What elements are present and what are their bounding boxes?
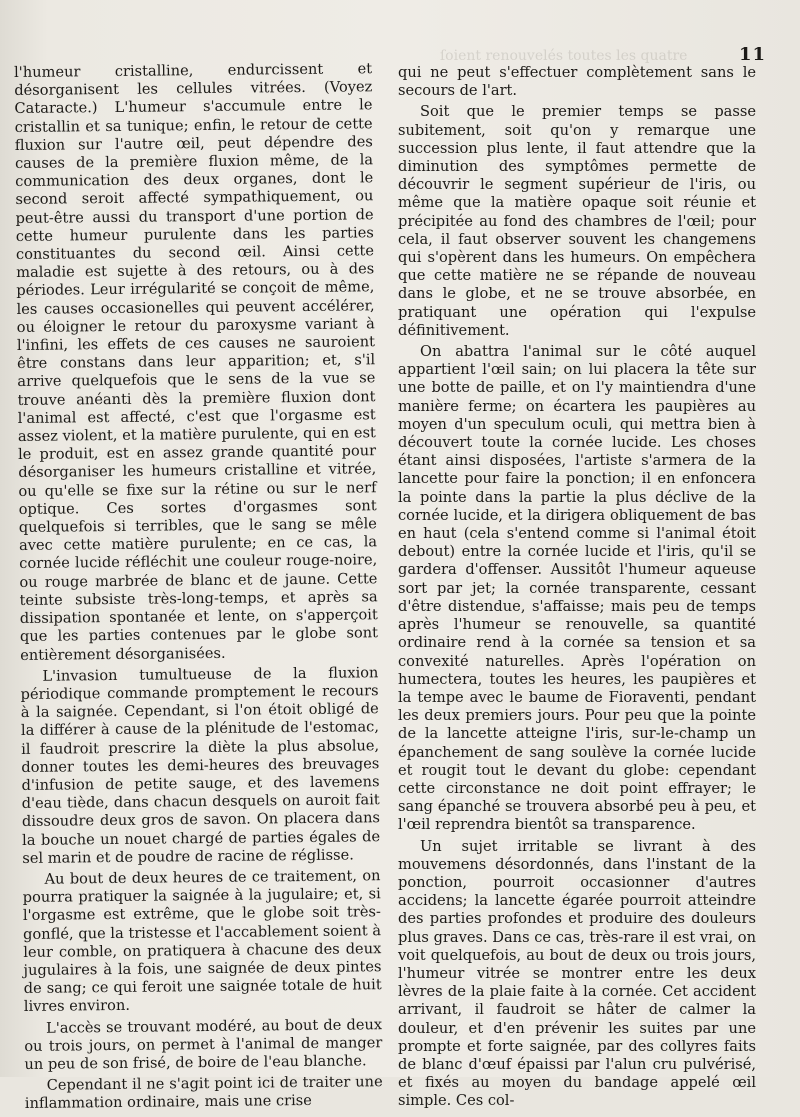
right-column <box>398 64 756 1114</box>
paragraph: Soit que le premier temps se passe subitement, soit qu'on y remarque une succession plus lente, il faut attendre que la diminution des symptômes permette de découvrir le segment supérieur de l'iris, ou même que la matière opaque soit réunie et précipitée au fond des chambres de l'œil; pour cela, il faut observer souvent les changemens qui s'opèrent dans les humeurs. On empêchera que cette matière ne se répande de nouveau dans le globe, et ne se trouve absorbée, en pratiquant une opération qui l'expulse définitivement. <box>398 103 756 339</box>
show-through-text: ſoient renouvelés toutes les quatre <box>440 48 688 64</box>
paragraph: On abattra l'animal sur le côté auquel appartient l'œil sain; on lui placera la tête sur une botte de paille, et on l'y maintiendra d'une manière ferme; on écartera les paupières au moyen d'un speculum oculi, qui mettra bien à découvert toute la cornée lucide. Les choses étant ainsi disposées, l'artiste s'armera de la lancette pour faire la ponction; il en enfoncera la pointe dans la partie la plus déclive de la cornée lucide, et la dirigera obliquement de bas en haut (cela s'entend comme si l'animal étoit debout) entre la cornée lucide et l'iris, qu'il se gardera d'offenser. Aussitôt l'humeur aqueuse sort par jet; la cornée transparente, cessant d'être distendue, s'affaisse; mais peu de temps après l'humeur se renouvelle, sa quantité ordinaire rend à la cornée sa tension et sa convexité naturelles. Après l'opération on humectera, toutes les heures, les paupières et la tempe avec le baume de Fioraventi, pendant les deux premiers jours. Pour peu que la pointe de la lancette atteigne l'iris, sur-le-champ un épanchement de sang soulève la cornée lucide et rougit tout le devant du globe: cependant cette circonstance ne doit point effrayer; le sang épanché se trouvera absorbé peu à peu, et l'œil reprendra bientôt sa transparence. <box>398 343 756 834</box>
paragraph: Au bout de deux heures de ce traitement, on pourra pratiquer la saignée à la jugulaire; et, si l'orgasme est extrême, que le globe soit très-gonflé, que la tristesse et l'accablement soient à leur comble, on pratiquera à chacune des deux jugulaires à la fois, une saignée de deux pintes de sang; ce qui feroit une saignée totale de huit livres environ. <box>22 867 382 1016</box>
paragraph: qui ne peut s'effectuer complètement sans le secours de l'art. <box>398 64 756 100</box>
paragraph: Un sujet irritable se livrant à des mouvemens désordonnés, dans l'instant de la ponction, pourroit occasionner d'autres accidens; la lancette égarée pourroit atteindre des parties profondes et produire des douleurs plus graves. Dans ce cas, très-rare il est vrai, on voit quelquefois, au bout de deux ou trois jours, l'humeur vitrée se montrer entre les deux lèvres de la plaie faite à la cornée. Cet accident arrivant, il faudroit se hâter de calmer la douleur, et d'en prévenir les suites par une prompte et forte saignée, par des collyres faits de blanc d'œuf épaissi par l'alun cru pulvérisé, et fixés au moyen du bandage appelé œil simple. Ces col- <box>398 837 756 1110</box>
paragraph: Cependant il ne s'agit point ici de traiter une inflammation ordinaire, mais une crise <box>24 1073 383 1113</box>
page-number: 11 <box>738 44 766 65</box>
paragraph: L'invasion tumultueuse de la fluxion périodique commande promptement le recours à la saignée. Cependant, si l'on étoit obligé de la différer à cause de la plénitude de l'estomac, il faudroit prescrire la diète la plus absolue, donner toutes les demi-heures des breuvages d'infusion de petite sauge, et des lavemens d'eau tiède, dans chacun desquels on auroit fait dissoudre deux gros de savon. On placera dans la bouche un nouet chargé de parties égales de sel marin et de poudre de racine de réglisse. <box>20 663 381 867</box>
paragraph: L'accès se trouvant modéré, au bout de deux ou trois jours, on permet à l'animal de manger un peu de son frisé, de boire de l'eau blanche. <box>24 1015 383 1073</box>
paragraph: l'humeur cristalline, endurcissent et désorganisent les cellules vitrées. (Voyez Cataracte.) L'humeur s'accumule entre le cristallin et sa tunique; enfin, le retour de cette fluxion sur l'autre œil, peut dépendre des causes de la première fluxion même, de la communication des deux organes, dont le second seroit affecté sympathiquement, ou peut-être aussi du transport d'une portion de cette humeur purulente dans les parties constituantes du second œil. Ainsi cette maladie est sujette à des retours, ou à des périodes. Leur irrégularité se conçoit de même, les causes occasionelles qui peuvent accélérer, ou éloigner le retour du paroxysme variant à l'infini, les effets de ces causes ne sauroient être constans dans leur apparition; et, s'il arrive quelquefois que le sens de la vue se trouve anéanti dès la première fluxion dont l'animal est affecté, c'est que l'orgasme est assez violent, et la matière purulente, qui en est le produit, est en assez grande quantité pour désorganiser les humeurs cristalline et vitrée, ou qu'elle se fixe sur la rétine ou sur le nerf optique. Ces sortes d'orgasmes sont quelquefois si terribles, que le sang se mêle avec cette matière purulente; en ce cas, la cornée lucide réfléchit une couleur rouge-noire, ou rouge marbrée de blanc et de jaune. Cette teinte subsiste très-long-temps, et après sa dissipation spontanée et lente, on s'apperçoit que les parties contenues par le globe sont entièrement désorganisées. <box>14 60 379 664</box>
left-column <box>14 60 383 1116</box>
